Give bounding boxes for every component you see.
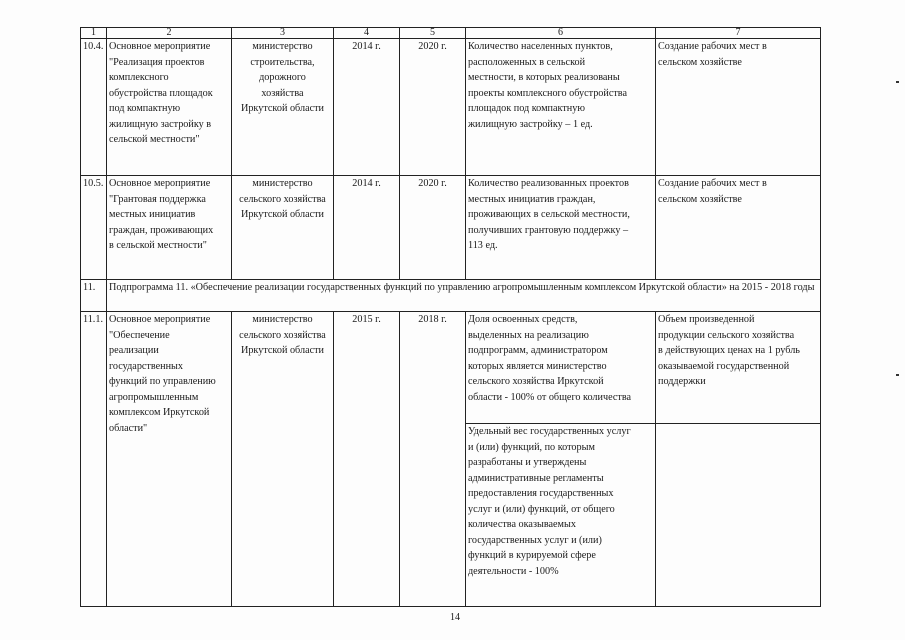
indicator-cell-2: Удельный вес государственных услуг и (или) функций, по которым разработаны и утверждены административные регламенты предоставления государственных услуг и (или) функций, от общего количества оказываемых государственных услуг и (или) функций в курируемой сфере деятельности - 100% — [466, 424, 656, 607]
indicator-cell: Доля освоенных средств, выделенных на реализацию подпрограмм, администратором которых является министерство сельского хозяйства Иркутской области - 100% от общего количества — [466, 312, 656, 424]
subprogram-title: Подпрограмма 11. «Обеспечение реализации государственных функций по управлению агропромышленным комплексом Иркутской области» на 2015 - 2018 годы — [107, 280, 821, 312]
event-cell: Основное мероприятие "Грантовая поддержка местных инициатив граждан, проживающих в сельской местности" — [107, 176, 232, 280]
row-number: 10.5. — [81, 176, 107, 280]
table-row — [81, 312, 821, 424]
subprogram-row — [81, 280, 821, 312]
table-row — [81, 176, 821, 280]
event-cell: Основное мероприятие "Реализация проектов комплексного обустройства площадок под компактную жилищную застройку в сельской местности" — [107, 39, 232, 176]
end-year-cell: 2018 г. — [400, 312, 466, 607]
header-cell: 6 — [466, 28, 656, 39]
indicator-cell: Количество населенных пунктов, расположенных в сельской местности, в которых реализованы проекты комплексного обустройства площадок под компактную жилищную застройку – 1 ед. — [466, 39, 656, 176]
header-cell: 1 — [81, 28, 107, 39]
header-cell: 3 — [232, 28, 334, 39]
header-cell: 2 — [107, 28, 232, 39]
event-cell: Основное мероприятие "Обеспечение реализации государственных функций по управлению агропромышленным комплексом Иркутской области" — [107, 312, 232, 607]
header-cell: 5 — [400, 28, 466, 39]
header-cell: 7 — [656, 28, 821, 39]
start-year-cell: 2014 г. — [334, 39, 400, 176]
executor-cell: министерство сельского хозяйства Иркутской области — [232, 312, 334, 607]
page-number: 14 — [450, 612, 460, 623]
row-number: 10.4. — [81, 39, 107, 176]
empty-result-cell — [656, 424, 821, 607]
executor-cell: министерство строительства, дорожного хозяйства Иркутской области — [232, 39, 334, 176]
header-row — [81, 28, 821, 39]
header-cell: 4 — [334, 28, 400, 39]
scan-mark — [896, 374, 899, 376]
executor-cell: министерство сельского хозяйства Иркутской области — [232, 176, 334, 280]
result-cell: Объем произведенной продукции сельского хозяйства в действующих ценах на 1 рубль оказываемой государственной поддержки — [656, 312, 821, 424]
indicator-cell: Количество реализованных проектов местных инициатив граждан, проживающих в сельской местности, получивших грантовую поддержку – 113 ед. — [466, 176, 656, 280]
row-number: 11. — [81, 280, 107, 312]
program-table — [80, 27, 821, 607]
start-year-cell: 2015 г. — [334, 312, 400, 607]
row-number: 11.1. — [81, 312, 107, 607]
end-year-cell: 2020 г. — [400, 176, 466, 280]
table-row — [81, 39, 821, 176]
result-cell: Создание рабочих мест в сельском хозяйстве — [656, 176, 821, 280]
result-cell: Создание рабочих мест в сельском хозяйстве — [656, 39, 821, 176]
scan-mark — [896, 81, 899, 83]
start-year-cell: 2014 г. — [334, 176, 400, 280]
end-year-cell: 2020 г. — [400, 39, 466, 176]
